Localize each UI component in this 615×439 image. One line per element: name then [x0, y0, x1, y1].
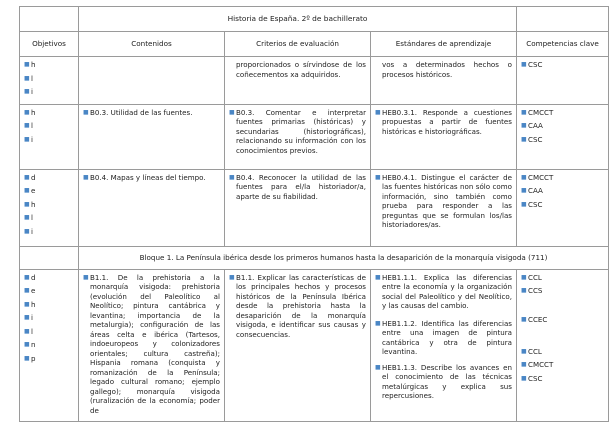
title-spacer-right — [517, 7, 609, 32]
criterio-cell: ■ B0.4. Reconocer la utilidad de las fuentes para el/la historiador/a, aparte de su fiabilidad. — [225, 169, 371, 246]
bullet-icon: ■ — [521, 135, 527, 143]
bullet-icon: ■ — [521, 173, 527, 181]
bullet-icon: ■ — [24, 135, 30, 143]
list-item: ■ CSC — [521, 134, 543, 144]
bullet-icon: ■ — [24, 200, 30, 208]
list-item: ■ l — [24, 73, 33, 83]
table-row — [20, 57, 609, 105]
list-item: ■ d — [24, 272, 36, 282]
contenido-cell: ■ B0.4. Mapas y líneas del tiempo. — [79, 169, 225, 246]
bullet-icon: ■ — [521, 273, 527, 281]
list-item: ■ CAA — [521, 186, 543, 195]
table-row — [20, 104, 609, 169]
list-item: ■ h — [24, 199, 36, 209]
bullet-icon: ■ — [521, 200, 527, 208]
bullet-icon: ■ — [521, 347, 527, 355]
estandar-cell: ■ HEB0.3.1. Responde a cuestiones propuestas a partir de fuentes históricas e historiográficas. — [371, 104, 517, 169]
estandar-item: ■ HEB1.1.1. Explica las diferencias entre la economía y la organización social del Paleolítico y del Neolítico, y las causas del cambio. — [375, 272, 512, 310]
list-item: ■ h — [24, 107, 36, 117]
bullet-icon: ■ — [24, 187, 30, 194]
bullet-icon: ■ — [24, 341, 30, 348]
list-item: ■ CSC — [521, 373, 543, 383]
competencias-cell — [517, 104, 609, 169]
header-criterios: Criterios de evaluación — [225, 32, 371, 57]
list-item: ■ CMCCT — [521, 107, 554, 117]
bullet-icon: ■ — [521, 61, 527, 68]
estandar-text: vos a determinados hechos o procesos históricos. — [382, 60, 512, 79]
list-item: ■ i — [24, 226, 33, 236]
list-item: ■ i — [24, 87, 33, 96]
bullet-icon: ■ — [24, 327, 30, 335]
criterio-cell: ■ B1.1. Explicar las características de los principales hechos y procesos históricos de la Península Ibérica desde la prehistoria hasta la desaparición de la monarquía visigoda, e identificar sus causas y consecuencias. — [225, 269, 371, 421]
contenido-cell — [79, 57, 225, 105]
competencias-cell — [517, 169, 609, 246]
list-item: ■ e — [24, 186, 36, 195]
objetivos-cell — [20, 169, 79, 246]
list-item: ■ l — [24, 326, 33, 336]
bullet-icon: ■ — [24, 173, 30, 181]
bullet-icon: ■ — [521, 315, 527, 323]
bullet-icon: ■ — [521, 374, 527, 382]
list-item: ■ CMCCT — [521, 172, 554, 182]
estandar-item: ■ HEB1.1.2. Identifica las diferencias entre una imagen de pintura cantábrica y otra de pintura levantina. — [375, 318, 512, 356]
list-item: ■ i — [24, 134, 33, 144]
table-row — [20, 169, 609, 246]
bullet-icon: ■ — [24, 214, 30, 221]
list-item: ■ CCS — [521, 286, 543, 295]
bullet-icon: ■ — [375, 173, 381, 181]
bullet-icon: ■ — [229, 173, 235, 181]
bullet-icon: ■ — [375, 363, 381, 371]
bullet-icon: ■ — [24, 108, 30, 116]
list-item: ■ CAA — [521, 121, 543, 130]
list-item: ■ i — [24, 313, 33, 322]
list-item: ■ l — [24, 213, 33, 222]
list-item: ■ CCL — [521, 346, 542, 356]
bullet-icon: ■ — [229, 273, 235, 281]
bullet-icon: ■ — [375, 319, 381, 327]
estandar-item: ■ HEB1.1.3. Describe los avances en el conocimiento de las técnicas metalúrgicas y explica sus repercusiones. — [375, 362, 512, 400]
objetivos-cell — [20, 57, 79, 105]
estandar-cell — [371, 269, 517, 421]
table-row — [20, 269, 609, 421]
bullet-icon: ■ — [229, 108, 235, 116]
curriculum-table — [19, 6, 609, 422]
contenido-cell: ■ B0.3. Utilidad de las fuentes. — [79, 104, 225, 169]
contenido-cell: ■ B1.1. De la prehistoria a la monarquía visigoda: prehistoria (evolución del Paleolítico al Neolítico; pintura cantábrica y levantina; importancia de la metalurgia); configuración de las áreas celta e ibérica (Tartesos, indoeuropeos y colonizadores orientales; cultura castreña); Hispania romana (conquista y romanización de la Península; legado cultural romano; ejemplo gallego); monarquía visigoda (ruralización de la economía; poder de — [79, 269, 225, 421]
criterio-cell — [225, 57, 371, 105]
bullet-icon: ■ — [24, 314, 30, 321]
list-item: ■ h — [24, 299, 36, 309]
bullet-icon: ■ — [83, 108, 89, 116]
bullet-icon: ■ — [521, 287, 527, 294]
competencias-cell — [517, 57, 609, 105]
criterio-cell: ■ B0.3. Comentar e interpretar fuentes primarias (históricas) y secundarias (historiográficas), relacionando su información con los conocimientos previos. — [225, 104, 371, 169]
list-item: ■ e — [24, 286, 36, 295]
criterio-text: proporcionados o sírvindose de los coñecementos xa adquiridos. — [236, 60, 366, 79]
bullet-icon: ■ — [24, 61, 30, 68]
bullet-icon: ■ — [24, 227, 30, 235]
bullet-icon: ■ — [375, 273, 381, 281]
bloque-spacer — [20, 246, 79, 269]
objetivos-cell — [20, 269, 79, 421]
list-item: ■ p — [24, 353, 36, 363]
bullet-icon: ■ — [83, 273, 89, 281]
bullet-icon: ■ — [24, 74, 30, 82]
list-item: ■ CCEC — [521, 314, 548, 324]
bullet-icon: ■ — [521, 187, 527, 194]
bullet-icon: ■ — [24, 354, 30, 362]
bullet-icon: ■ — [521, 108, 527, 116]
list-item: ■ d — [24, 172, 36, 182]
table-title: Historia de España. 2º de bachillerato — [79, 7, 517, 32]
list-item: ■ CMCCT — [521, 360, 554, 369]
estandar-cell: ■ HEB0.4.1. Distingue el carácter de las fuentes históricas non sólo como información, sino también como prueba para responder a las preguntas que se formulan los/las historiadores/as. — [371, 169, 517, 246]
header-contenidos: Contenidos — [79, 32, 225, 57]
bullet-icon: ■ — [521, 361, 527, 368]
header-estandares: Estándares de aprendizaje — [371, 32, 517, 57]
title-spacer — [20, 7, 79, 32]
list-item: ■ CSC — [521, 199, 543, 209]
header-objetivos: Objetivos — [20, 32, 79, 57]
bullet-icon: ■ — [24, 273, 30, 281]
list-item: ■ l — [24, 121, 33, 130]
header-competencias: Competencias clave — [517, 32, 609, 57]
list-item: ■ h — [24, 60, 36, 69]
estandar-cell — [371, 57, 517, 105]
bullet-icon: ■ — [375, 108, 381, 116]
bullet-icon: ■ — [24, 122, 30, 129]
bullet-icon: ■ — [521, 122, 527, 129]
objetivos-cell — [20, 104, 79, 169]
competencias-cell — [517, 269, 609, 421]
bullet-icon: ■ — [24, 88, 30, 95]
bullet-icon: ■ — [24, 287, 30, 294]
bullet-icon: ■ — [24, 300, 30, 308]
list-item: ■ n — [24, 340, 36, 349]
bloque-heading: Bloque 1. La Península ibérica desde los primeros humanos hasta la desaparición de la monarquía visigoda (711) — [79, 246, 609, 269]
list-item: ■ CCL — [521, 272, 542, 282]
bullet-icon: ■ — [83, 173, 89, 181]
list-item: ■ CSC — [521, 60, 543, 69]
